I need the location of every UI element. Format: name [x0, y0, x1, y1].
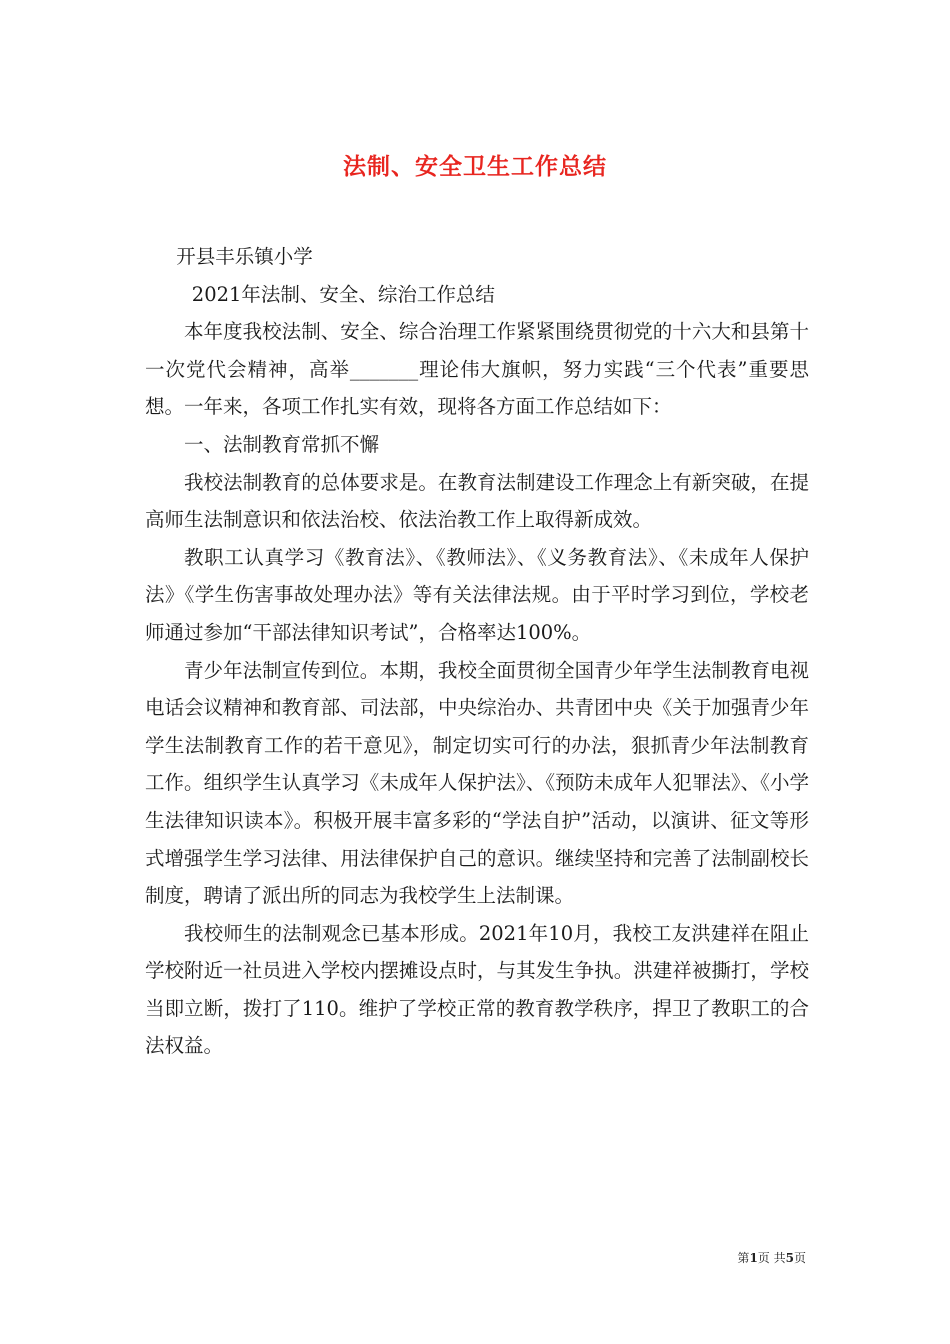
total-page-number: 5 — [785, 1251, 794, 1265]
footer-suffix: 页 — [793, 1251, 806, 1265]
document-body — [145, 238, 809, 1065]
paragraph: 我校法制教育的总体要求是。在教育法制建设工作理念上有新突破，在提高师生法制意识和依法治校、依法治教工作上取得新成效。 — [145, 470, 809, 532]
current-page-number: 1 — [749, 1251, 758, 1265]
paragraph: 青少年法制宣传到位。本期，我校全面贯彻全国青少年学生法制教育电视电话会议精神和教育部、司法部，中央综治办、共青团中央《关于加强青少年学生法制教育工作的若干意见》，制定切实可行的办法，狠抓青少年法制教育工作。组织学生认真学习《未成年人保护法》、《预防未成年人犯罪法》、《小学生法律知识读本》。积极开展丰富多彩的“学法自护”活动，以演讲、征文等形式增强学生学习法律、用法律保护自己的意识。继续坚持和完善了法制副校长制度，聘请了派出所的同志为我校学生上法制课。 — [145, 658, 809, 908]
report-subtitle: 2021年法制、安全、综治工作总结 — [191, 282, 495, 306]
section-heading: 一、法制教育常抓不懈 — [184, 432, 380, 456]
intro-paragraph: 本年度我校法制、安全、综合治理工作紧紧围绕贯彻党的十六大和县第十一次党代会精神，高举_______理论伟大旗帜，努力实践“三个代表”重要思想。一年来，各项工作扎实有效，现将各方面工作总结如下： — [145, 320, 809, 419]
page-footer — [0, 1249, 806, 1266]
footer-prefix: 第 — [737, 1251, 750, 1265]
paragraph: 我校师生的法制观念已基本形成。2021年10月，我校工友洪建祥在阻止学校附近一社员进入学校内摆摊设点时，与其发生争执。洪建祥被撕打，学校当即立断，拨打了110。维护了学校正常的教育教学秩序，捍卫了教职工的合法权益。 — [145, 921, 809, 1058]
footer-middle: 页 共 — [757, 1251, 786, 1265]
paragraph: 教职工认真学习《教育法》、《教师法》、《义务教育法》、《未成年人保护法》《学生伤害事故处理办法》等有关法律法规。由于平时学习到位，学校老师通过参加“干部法律知识考试”，合格率达100%。 — [145, 545, 809, 644]
page-title: 法制、安全卫生工作总结 — [343, 154, 607, 181]
school-name: 开县丰乐镇小学 — [176, 245, 313, 268]
